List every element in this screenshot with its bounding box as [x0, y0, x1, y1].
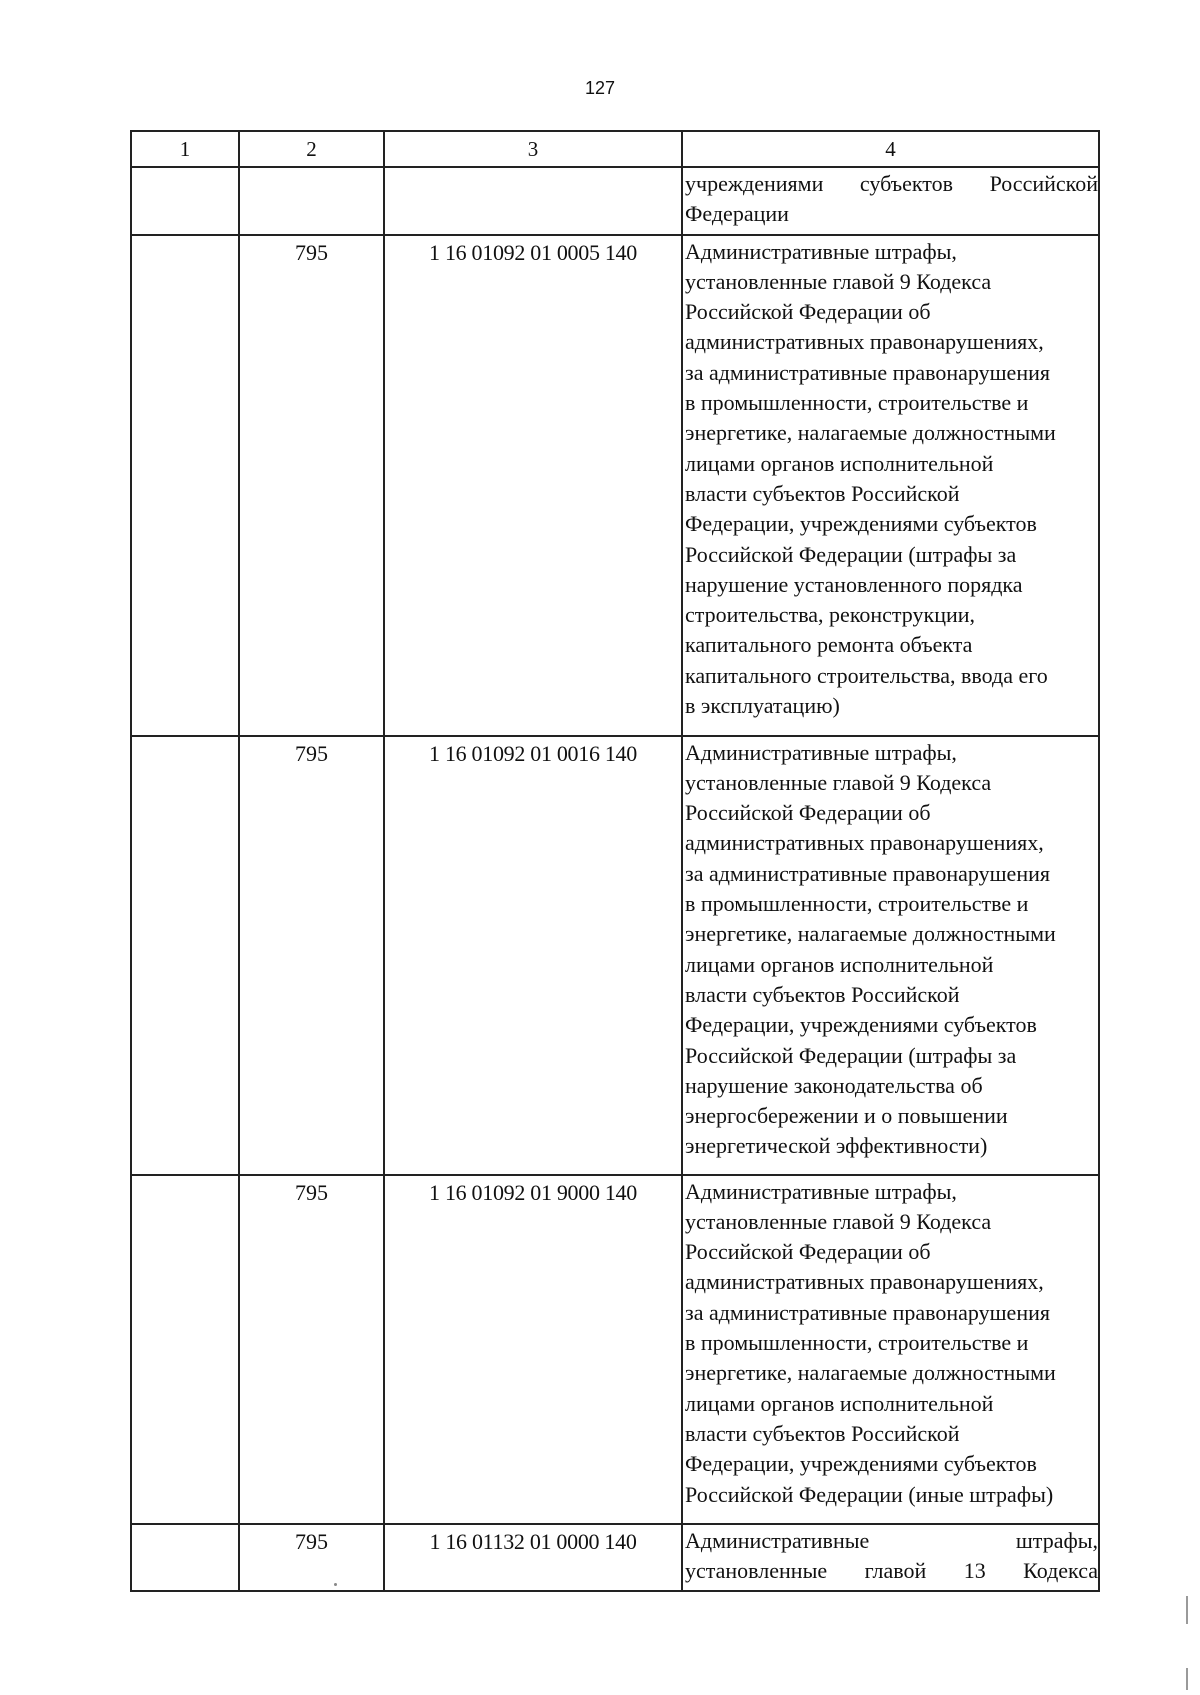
- description-line: энергетической эффективности): [685, 1133, 988, 1159]
- description-line: административных правонарушениях,: [685, 1269, 1044, 1295]
- description-line: Административные штрафы,: [685, 1527, 1098, 1553]
- row-index-cell: [131, 736, 239, 1175]
- header-cell-2: 2: [239, 131, 384, 167]
- description-line: Российской Федерации об: [685, 299, 931, 325]
- budget-code-cell: 1 16 01092 01 9000 140: [384, 1175, 682, 1524]
- cell-empty: [239, 167, 384, 235]
- description-line: Российской Федерации об: [685, 1239, 931, 1265]
- description-line: Федерации, учреждениями субъектов: [685, 1012, 1037, 1038]
- cell-empty: [131, 167, 239, 235]
- description-line: за административные правонарушения: [685, 359, 1050, 385]
- cell-empty: [384, 167, 682, 235]
- table-header-row: [131, 131, 1099, 167]
- description-line: Административные штрафы,: [685, 1178, 957, 1204]
- description-line: Административные штрафы,: [685, 238, 957, 264]
- description-line: власти субъектов Российской: [685, 480, 960, 506]
- description-line: строительства, реконструкции,: [685, 602, 976, 628]
- description-line: административных правонарушениях,: [685, 830, 1044, 856]
- row-index-cell: [131, 235, 239, 736]
- row-index-cell: [131, 1175, 239, 1524]
- description-cell: [682, 235, 1099, 736]
- description-line: нарушение установленного порядка: [685, 571, 1023, 597]
- budget-code-cell: 1 16 01092 01 0016 140: [384, 736, 682, 1175]
- description-line: установленные главой 9 Кодекса: [685, 1208, 992, 1234]
- description-line: Российской Федерации (иные штрафы): [685, 1481, 1054, 1507]
- admin-code-cell: 795: [239, 1524, 384, 1592]
- description-line: лицами органов исполнительной: [685, 1390, 994, 1416]
- description-line: капитального строительства, ввода его: [685, 662, 1048, 688]
- description-line: учреждениями субъектов Российской: [685, 171, 1098, 196]
- description-line: энергетике, налагаемые должностными: [685, 420, 1056, 446]
- description-cell: [682, 736, 1099, 1175]
- description-line: Российской Федерации (штрафы за: [685, 541, 1017, 567]
- document-table: [130, 130, 1100, 1592]
- description-line: установленные главой 9 Кодекса: [685, 769, 992, 795]
- header-cell-4: 4: [682, 131, 1099, 167]
- description-line: Федерации, учреждениями субъектов: [685, 511, 1037, 537]
- description-line: в эксплуатацию): [685, 693, 840, 719]
- page-number: 127: [584, 78, 616, 98]
- header-cell-1: 1: [131, 131, 239, 167]
- table-row: [131, 235, 1099, 736]
- description-line: капитального ремонта объекта: [685, 632, 973, 658]
- description-line: энергосбережении и о повышении: [685, 1103, 1008, 1129]
- table-row: [131, 1175, 1099, 1524]
- description-line: установленные главой 13 Кодекса: [685, 1557, 1098, 1583]
- scan-artifact-mark: [1186, 1596, 1188, 1624]
- scan-artifact-mark: [1186, 1668, 1188, 1690]
- description-line: в промышленности, строительстве и: [685, 1330, 1029, 1356]
- description-line: Административные штрафы,: [685, 739, 957, 765]
- description-line: за административные правонарушения: [685, 1299, 1050, 1325]
- description-line: установленные главой 9 Кодекса: [685, 268, 992, 294]
- admin-code-cell: 795: [239, 1175, 384, 1524]
- description-cell: [682, 1175, 1099, 1524]
- description-line: Федерации: [685, 201, 789, 227]
- description-cell: [682, 1524, 1099, 1592]
- table-row: [131, 1524, 1099, 1592]
- description-line: в промышленности, строительстве и: [685, 390, 1029, 416]
- admin-code-cell: 795: [239, 235, 384, 736]
- budget-code-cell: 1 16 01092 01 0005 140: [384, 235, 682, 736]
- description-line: власти субъектов Российской: [685, 981, 960, 1007]
- description-line: в промышленности, строительстве и: [685, 891, 1029, 917]
- description-line: за административные правонарушения: [685, 860, 1050, 886]
- description-line: лицами органов исполнительной: [685, 951, 994, 977]
- scan-artifact-dot: [334, 1583, 337, 1586]
- description-line: энергетике, налагаемые должностными: [685, 921, 1056, 947]
- description-line: энергетике, налагаемые должностными: [685, 1360, 1056, 1386]
- description-line: Федерации, учреждениями субъектов: [685, 1451, 1037, 1477]
- description-line: Российской Федерации (штрафы за: [685, 1042, 1017, 1068]
- description-line: власти субъектов Российской: [685, 1420, 960, 1446]
- table-row-continuation: [131, 167, 1099, 235]
- header-cell-3: 3: [384, 131, 682, 167]
- description-cell: [682, 167, 1099, 235]
- description-line: Российской Федерации об: [685, 800, 931, 826]
- budget-code-cell: 1 16 01132 01 0000 140: [384, 1524, 682, 1592]
- description-line: административных правонарушениях,: [685, 329, 1044, 355]
- table-row: [131, 736, 1099, 1175]
- admin-code-cell: 795: [239, 736, 384, 1175]
- description-line: нарушение законодательства об: [685, 1072, 983, 1098]
- description-line: лицами органов исполнительной: [685, 450, 994, 476]
- row-index-cell: [131, 1524, 239, 1592]
